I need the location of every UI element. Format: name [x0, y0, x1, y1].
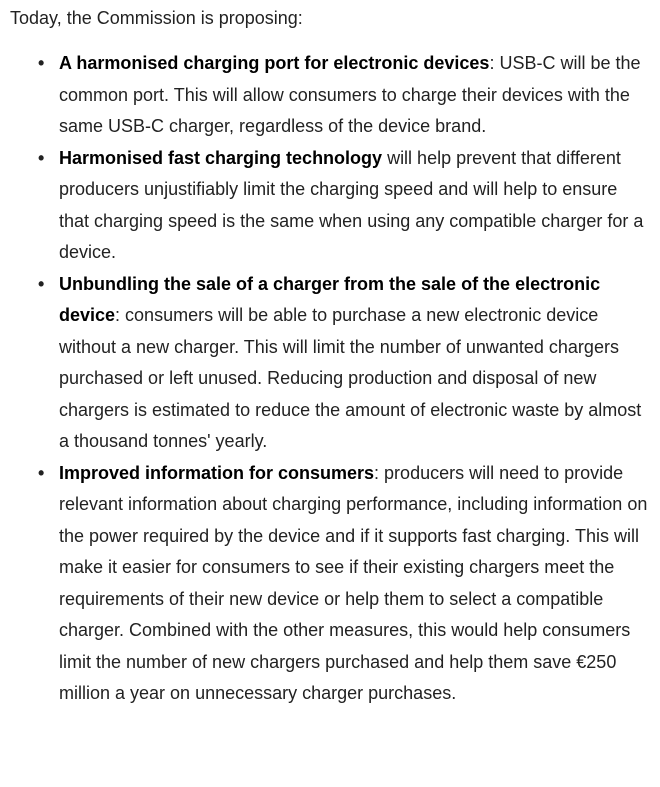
item-heading: A harmonised charging port for electronic devices	[59, 53, 490, 73]
item-heading: Harmonised fast charging technology	[59, 147, 383, 168]
list-item	[38, 458, 660, 710]
item-text: : consumers will be able to purchase a new electronic device without a new charger. This will limit the number of unwanted chargers purchased or left unused. Reducing production and disposal of new chargers is estimated to reduce the amount of electronic waste by almost a thousand tonnes' yearly.	[59, 305, 642, 451]
bullet-icon: •	[38, 147, 45, 168]
bullet-icon: •	[38, 273, 45, 294]
item-heading: Improved information for consumers	[59, 462, 375, 483]
list-item	[38, 143, 660, 269]
list-item	[38, 269, 660, 458]
bullet-icon: •	[38, 53, 45, 73]
item-text: will help prevent that different producers unjustifiably limit the charging speed and will help to ensure that charging speed is the same when using any compatible charger for a device.	[59, 147, 644, 262]
item-text: : USB-C will be the common port. This will allow consumers to charge their devices with the same USB-C charger, regardless of the device brand.	[59, 53, 641, 136]
item-heading: Unbundling the sale of a charger from the sale of the electronic device	[59, 273, 601, 325]
list-item	[38, 48, 660, 143]
item-text: : producers will need to provide relevant information about charging performance, including information on the power required by the device and if it supports fast charging. This will make it easier for consumers to see if their existing chargers meet the requirements of their new device or help them to select a compatible charger. Combined with the other measures, this would help consumers limit the number of new chargers purchased and help them save €250 million a year on unnecessary charger purchases.	[59, 462, 648, 703]
proposal-list	[10, 48, 660, 710]
bullet-icon: •	[38, 462, 45, 483]
intro-text: Today, the Commission is proposing:	[10, 8, 303, 28]
